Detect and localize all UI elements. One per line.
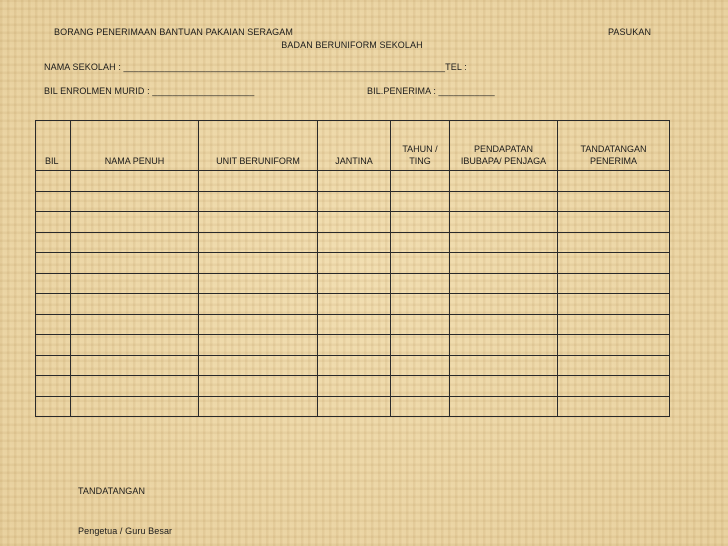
column-header-year: TAHUN / TING [391,121,450,171]
enrolment-field: BIL ENROLMEN MURID : ____________________ [44,86,255,96]
table-cell [36,273,71,294]
table-cell [318,171,391,192]
table-row [36,314,670,335]
table-cell [199,294,318,315]
table-cell [199,396,318,417]
table-cell [71,294,199,315]
table-cell [71,171,199,192]
table-cell [391,273,450,294]
table-row [36,253,670,274]
table-cell [391,335,450,356]
table-cell [36,253,71,274]
table-row [36,335,670,356]
table-body [36,171,670,417]
column-header-bil: BIL [36,121,71,171]
column-header-income: PENDAPATAN IBUBAPA/ PENJAGA [450,121,558,171]
table-header-row [36,121,670,171]
table-row [36,294,670,315]
table-cell [199,253,318,274]
table-cell [318,273,391,294]
table-cell [199,191,318,212]
table-cell [199,171,318,192]
table-cell [36,171,71,192]
table-cell [391,191,450,212]
table-cell [318,355,391,376]
table-cell [450,294,558,315]
recipients-table [35,120,670,417]
table-cell [318,396,391,417]
table-cell [36,232,71,253]
signature-label: TANDATANGAN [78,486,146,496]
table-cell [391,294,450,315]
table-cell [318,294,391,315]
table-cell [36,294,71,315]
table-cell [450,273,558,294]
table-cell [199,335,318,356]
table-cell [450,376,558,397]
table-cell [199,376,318,397]
column-header-signature: TANDATANGAN PENERIMA [558,121,670,171]
table-cell [71,376,199,397]
table-cell [318,191,391,212]
table-row [36,355,670,376]
table-cell [450,355,558,376]
table-cell [36,396,71,417]
table-cell [558,191,670,212]
table-cell [36,335,71,356]
table-cell [318,335,391,356]
form-title-unit: PASUKAN [608,27,652,37]
table-cell [199,212,318,233]
table-cell [558,253,670,274]
table-cell [450,314,558,335]
table-cell [71,355,199,376]
table-row [36,376,670,397]
table-cell [558,335,670,356]
table-cell [71,273,199,294]
table-cell [558,232,670,253]
table-cell [318,232,391,253]
recipients-count-field: BIL.PENERIMA : ___________ [367,86,495,96]
table-row [36,232,670,253]
table-cell [558,171,670,192]
principal-label: Pengetua / Guru Besar [78,526,173,536]
table-cell [36,355,71,376]
table-cell [450,253,558,274]
table-row [36,396,670,417]
table-cell [199,273,318,294]
table-cell [199,314,318,335]
table-row [36,171,670,192]
table-cell [318,253,391,274]
table-cell [450,232,558,253]
column-header-gender: JANTINA [318,121,391,171]
table-cell [36,212,71,233]
table-cell [71,314,199,335]
table-cell [450,171,558,192]
table-cell [71,335,199,356]
table-row [36,212,670,233]
table-cell [199,232,318,253]
table-cell [391,232,450,253]
table-cell [391,376,450,397]
table-cell [558,355,670,376]
table-cell [391,355,450,376]
table-cell [558,396,670,417]
form-title: BORANG PENERIMAAN BANTUAN PAKAIAN SERAGAM [54,27,293,37]
table-cell [450,335,558,356]
table-cell [450,191,558,212]
table-cell [391,396,450,417]
table-row [36,191,670,212]
form-subtitle: BADAN BERUNIFORM SEKOLAH [281,40,423,50]
table-cell [558,212,670,233]
table-cell [199,355,318,376]
table-cell [558,294,670,315]
table-cell [558,376,670,397]
school-name-field: NAMA SEKOLAH : _______________________________________________________________TEL : [44,62,467,72]
table-cell [71,232,199,253]
table-cell [36,376,71,397]
table-cell [391,171,450,192]
table-cell [391,253,450,274]
table-cell [558,314,670,335]
table-cell [450,396,558,417]
table-cell [558,273,670,294]
table-cell [391,314,450,335]
table-cell [318,376,391,397]
table-cell [36,191,71,212]
column-header-name: NAMA PENUH [71,121,199,171]
table-cell [450,212,558,233]
table-cell [36,314,71,335]
table-cell [391,212,450,233]
table-cell [71,212,199,233]
table-cell [71,253,199,274]
table-cell [71,396,199,417]
table-row [36,273,670,294]
table-cell [318,314,391,335]
table-cell [71,191,199,212]
column-header-unit: UNIT BERUNIFORM [199,121,318,171]
table-cell [318,212,391,233]
